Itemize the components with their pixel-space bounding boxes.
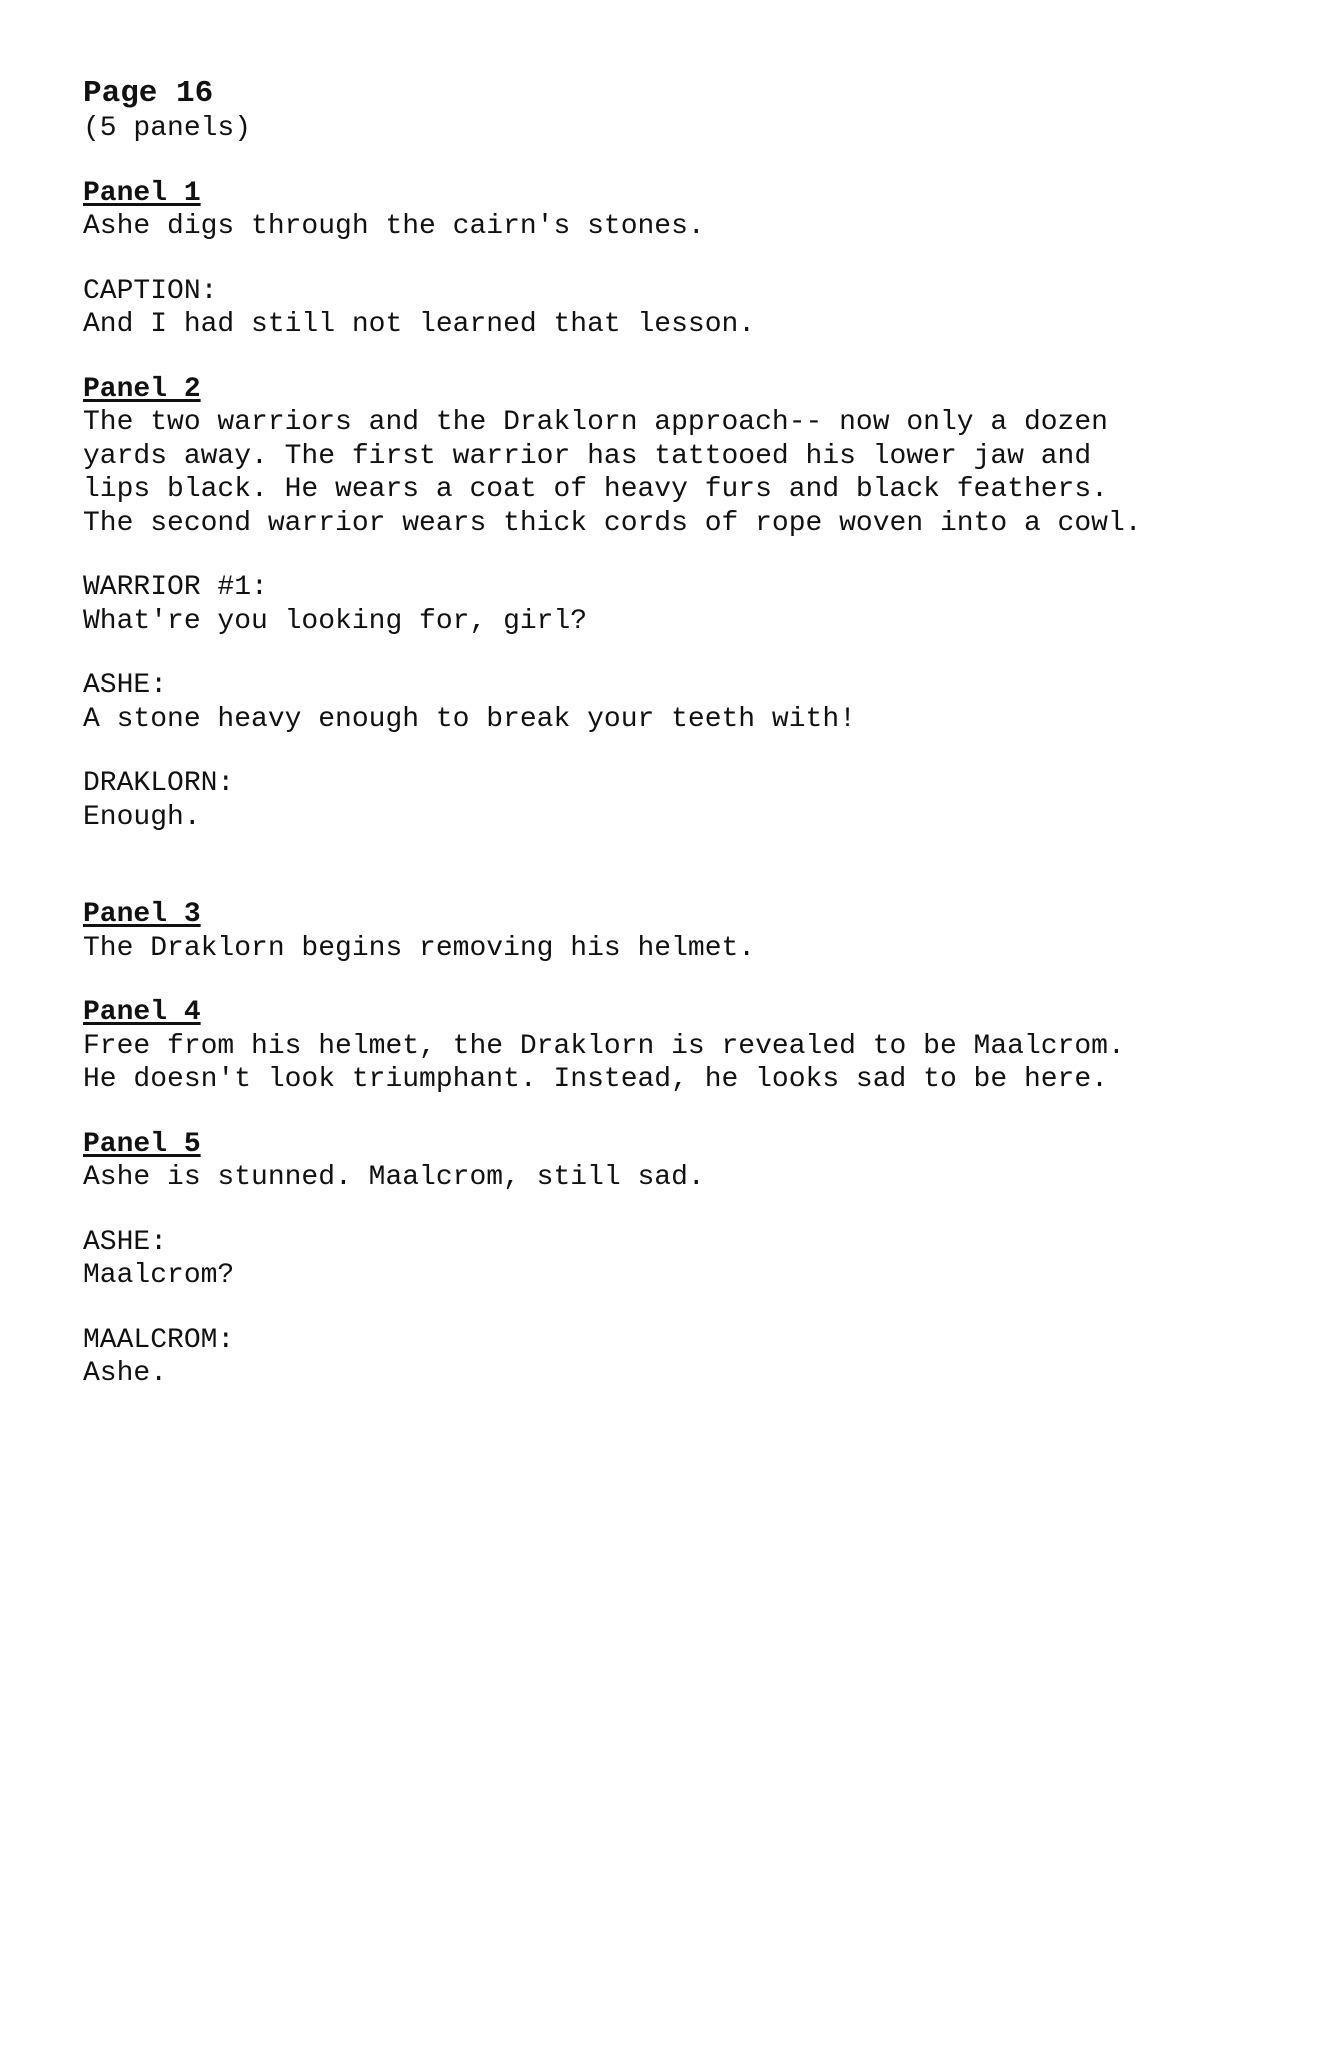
panel-1 [83,177,1283,342]
panel-description: Free from his helmet, the Draklorn is revealed to be Maalcrom. He doesn't look triumphant. Instead, he looks sad to be here. [83,1030,1125,1095]
script-page [83,76,1283,1422]
dialogue-block [83,1226,1283,1293]
speaker-name: MAALCROM: [83,1324,235,1356]
dialogue-block [83,669,1283,736]
panel-description: The Draklorn begins removing his helmet. [83,932,756,964]
panel-heading: Panel 1 [83,177,201,209]
panel-4 [83,996,1283,1097]
panel-description: The two warriors and the Draklorn approach-- now only a dozen yards away. The first warrior has tattooed his lower jaw and lips black. He wears a coat of heavy furs and black feathers. The second warrior wears thick cords of rope woven into a cowl. [83,407,1142,539]
dialogue-block [83,571,1283,638]
speaker-name: ASHE: [83,670,168,701]
panel-heading: Panel 3 [83,899,201,930]
panel-description: Ashe digs through the cairn's stones. [83,211,705,242]
panel-heading: Panel 5 [83,1128,201,1160]
dialogue-line: Maalcrom? [83,1260,235,1291]
panel-5 [83,1128,1283,1391]
speaker-name: DRAKLORN: [83,768,235,799]
panel-2 [83,373,1283,899]
panel-3 [83,898,1283,965]
dialogue-block [83,275,1283,342]
dialogue-line: And I had still not learned that lesson. [83,309,756,340]
dialogue-block [83,767,1283,834]
dialogue-block [83,1324,1283,1391]
speaker-name: CAPTION: [83,275,218,307]
panel-heading: Panel 2 [83,373,201,405]
dialogue-line: Enough. [83,801,201,833]
spacer [83,865,1283,898]
panel-description: Ashe is stunned. Maalcrom, still sad. [83,1162,705,1193]
page-title: Page 16 [83,76,214,111]
dialogue-line: What're you looking for, girl? [83,605,588,637]
panel-count: (5 panels) [83,113,252,144]
speaker-name: WARRIOR #1: [83,572,268,603]
dialogue-line: Ashe. [83,1358,168,1389]
panel-heading: Panel 4 [83,997,201,1028]
speaker-name: ASHE: [83,1226,168,1258]
dialogue-line: A stone heavy enough to break your teeth with! [83,703,856,735]
